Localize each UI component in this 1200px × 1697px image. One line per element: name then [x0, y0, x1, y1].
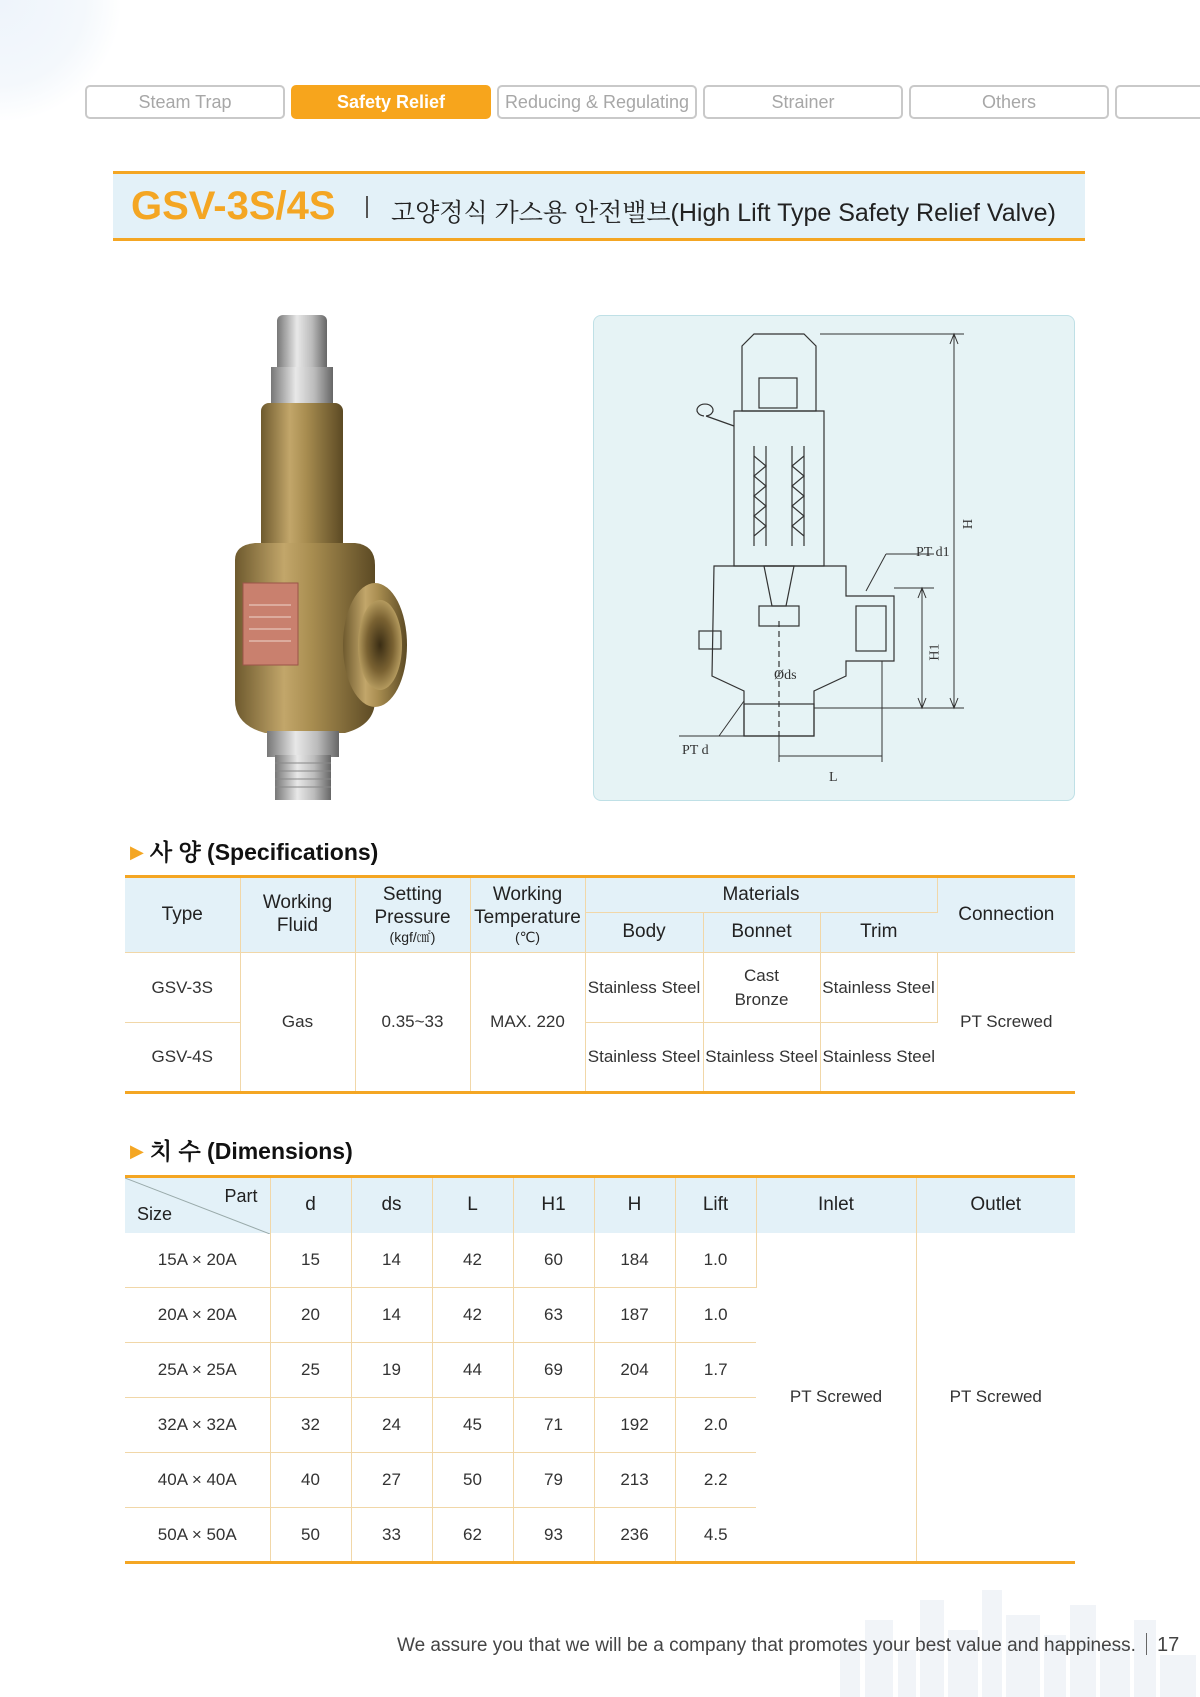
- cell-size: 50A × 50A: [125, 1508, 270, 1563]
- cell-h: 236: [594, 1508, 675, 1563]
- header-part-size: [125, 1177, 270, 1233]
- cell-ds: 33: [351, 1508, 432, 1563]
- cell-size: 40A × 40A: [125, 1453, 270, 1508]
- label-h1: H1: [927, 643, 943, 661]
- label-pt-d: PT d: [682, 743, 709, 758]
- cell-trim: Stainless Steel: [822, 1047, 935, 1066]
- specifications-table: [125, 875, 1075, 1094]
- title-separator: [366, 196, 368, 218]
- cell-lift: 2.0: [675, 1398, 756, 1453]
- cell-h: 213: [594, 1453, 675, 1508]
- header-materials: Materials: [585, 877, 937, 913]
- cell-h1: 63: [513, 1288, 594, 1343]
- tab-others[interactable]: Others: [909, 85, 1109, 119]
- triangle-right-icon: ▶: [130, 842, 144, 862]
- cell-lift: 1.7: [675, 1343, 756, 1398]
- cell-working-temperature: MAX. 220: [470, 953, 585, 1093]
- header-outlet: Outlet: [916, 1177, 1075, 1233]
- technical-drawing: [593, 315, 1075, 801]
- cell-ds: 14: [351, 1288, 432, 1343]
- cell-body: Stainless Steel: [585, 1023, 703, 1093]
- triangle-right-icon: ▶: [130, 1141, 144, 1161]
- cell-l: 44: [432, 1343, 513, 1398]
- header-setting-pressure: [355, 877, 470, 953]
- cell-connection: PT Screwed: [937, 953, 1075, 1093]
- cell-ds: 14: [351, 1233, 432, 1288]
- cell-h1: 71: [513, 1398, 594, 1453]
- cell-l: 62: [432, 1508, 513, 1563]
- cell-size: 32A × 32A: [125, 1398, 270, 1453]
- cell-body: Stainless Steel: [585, 953, 703, 1023]
- tab-reducing-regulating[interactable]: Reducing & Regulating: [497, 85, 697, 119]
- model-title: GSV-3S/4S: [131, 184, 336, 228]
- footer-slogan: We assure you that we will be a company that promotes your best value and happiness.: [397, 1635, 1136, 1656]
- cell-bonnet: Stainless Steel: [703, 1023, 820, 1093]
- cell-h1: 69: [513, 1343, 594, 1398]
- cell-d: 50: [270, 1508, 351, 1563]
- tab-strainer[interactable]: Strainer: [703, 85, 903, 119]
- table-row: [125, 953, 1075, 1023]
- label-ds: Øds: [774, 668, 797, 683]
- header-h1: H1: [513, 1177, 594, 1233]
- cell-d: 20: [270, 1288, 351, 1343]
- cell-l: 45: [432, 1398, 513, 1453]
- cell-d: 25: [270, 1343, 351, 1398]
- category-tabs: [85, 85, 1200, 119]
- header-l: L: [432, 1177, 513, 1233]
- header-working-temperature-unit: (℃): [514, 929, 541, 946]
- cell-outlet: PT Screwed: [949, 1386, 1042, 1406]
- title-bar: [113, 171, 1085, 241]
- tab-partial[interactable]: [1115, 85, 1200, 119]
- header-ds: ds: [351, 1177, 432, 1233]
- cell-lift: 4.5: [703, 1524, 728, 1544]
- cell-lift: 1.0: [675, 1288, 756, 1343]
- specifications-heading-text: 사 양 (Specifications): [149, 839, 379, 865]
- cell-lift: 2.2: [675, 1453, 756, 1508]
- header-type: Type: [125, 877, 240, 953]
- cell-type: GSV-3S: [125, 953, 240, 1023]
- cell-bonnet: [703, 953, 820, 1023]
- cell-d: 32: [270, 1398, 351, 1453]
- header-working-temperature: [470, 877, 585, 953]
- tab-steam-trap[interactable]: Steam Trap: [85, 85, 285, 119]
- label-h: H: [961, 518, 977, 530]
- header-h: H: [594, 1177, 675, 1233]
- cell-lift: 1.0: [675, 1233, 756, 1288]
- cell-h: 204: [594, 1343, 675, 1398]
- cell-l: 50: [432, 1453, 513, 1508]
- header-connection: Connection: [937, 877, 1075, 953]
- cell-ds: 24: [351, 1398, 432, 1453]
- cell-bonnet-text: Cast Bronze: [734, 965, 789, 1009]
- product-description: 고양정식 가스용 안전밸브(High Lift Type Safety Relief Valve): [391, 199, 1056, 227]
- header-size: Size: [137, 1203, 173, 1224]
- table-row: [125, 1233, 1075, 1288]
- dimensions-table: [125, 1175, 1075, 1564]
- dimensions-heading-text: 치 수 (Dimensions): [149, 1138, 353, 1164]
- header-inlet: Inlet: [756, 1177, 916, 1233]
- city-skyline-decoration: [830, 1560, 1200, 1697]
- header-trim: Trim: [820, 913, 937, 953]
- header-bonnet: Bonnet: [703, 913, 820, 953]
- header-working-temperature-label: Working Temperature: [474, 883, 581, 928]
- header-part: Part: [224, 1186, 258, 1206]
- cell-d: 15: [270, 1233, 351, 1288]
- cell-h: 184: [594, 1233, 675, 1288]
- cell-working-fluid: Gas: [240, 953, 355, 1093]
- cell-size: 25A × 25A: [125, 1343, 270, 1398]
- header-lift: Lift: [675, 1177, 756, 1233]
- tab-safety-relief[interactable]: Safety Relief: [291, 85, 491, 119]
- label-l: L: [829, 770, 838, 785]
- label-pt-d1: PT d1: [916, 545, 950, 560]
- cell-h: 192: [594, 1398, 675, 1453]
- header-setting-pressure-unit: (kgf/㎠): [389, 929, 436, 946]
- dimensions-heading: [130, 1133, 353, 1166]
- cell-ds: 19: [351, 1343, 432, 1398]
- cell-setting-pressure: 0.35~33: [355, 953, 470, 1093]
- product-photo: [225, 305, 435, 805]
- cell-h1: 93: [513, 1508, 594, 1563]
- cell-ds: 27: [351, 1453, 432, 1508]
- cell-size: 20A × 20A: [125, 1288, 270, 1343]
- header-d: d: [270, 1177, 351, 1233]
- header-working-fluid: Working Fluid: [240, 877, 355, 953]
- specifications-heading: [130, 834, 378, 867]
- cell-l: 42: [432, 1288, 513, 1343]
- cell-h1: 60: [513, 1233, 594, 1288]
- cell-trim: Stainless Steel: [820, 953, 937, 1023]
- cell-inlet: PT Screwed: [756, 1233, 916, 1563]
- cell-h: 187: [594, 1288, 675, 1343]
- footer-separator: [1146, 1633, 1147, 1655]
- cell-type: GSV-4S: [125, 1023, 240, 1093]
- cell-l: 42: [432, 1233, 513, 1288]
- cell-size: 15A × 20A: [125, 1233, 270, 1288]
- page-number: 17: [1156, 1634, 1180, 1656]
- cell-h1: 79: [513, 1453, 594, 1508]
- header-body: Body: [585, 913, 703, 953]
- header-setting-pressure-label: Setting Pressure: [374, 883, 451, 928]
- cell-d: 40: [270, 1453, 351, 1508]
- footer: [397, 1633, 1179, 1657]
